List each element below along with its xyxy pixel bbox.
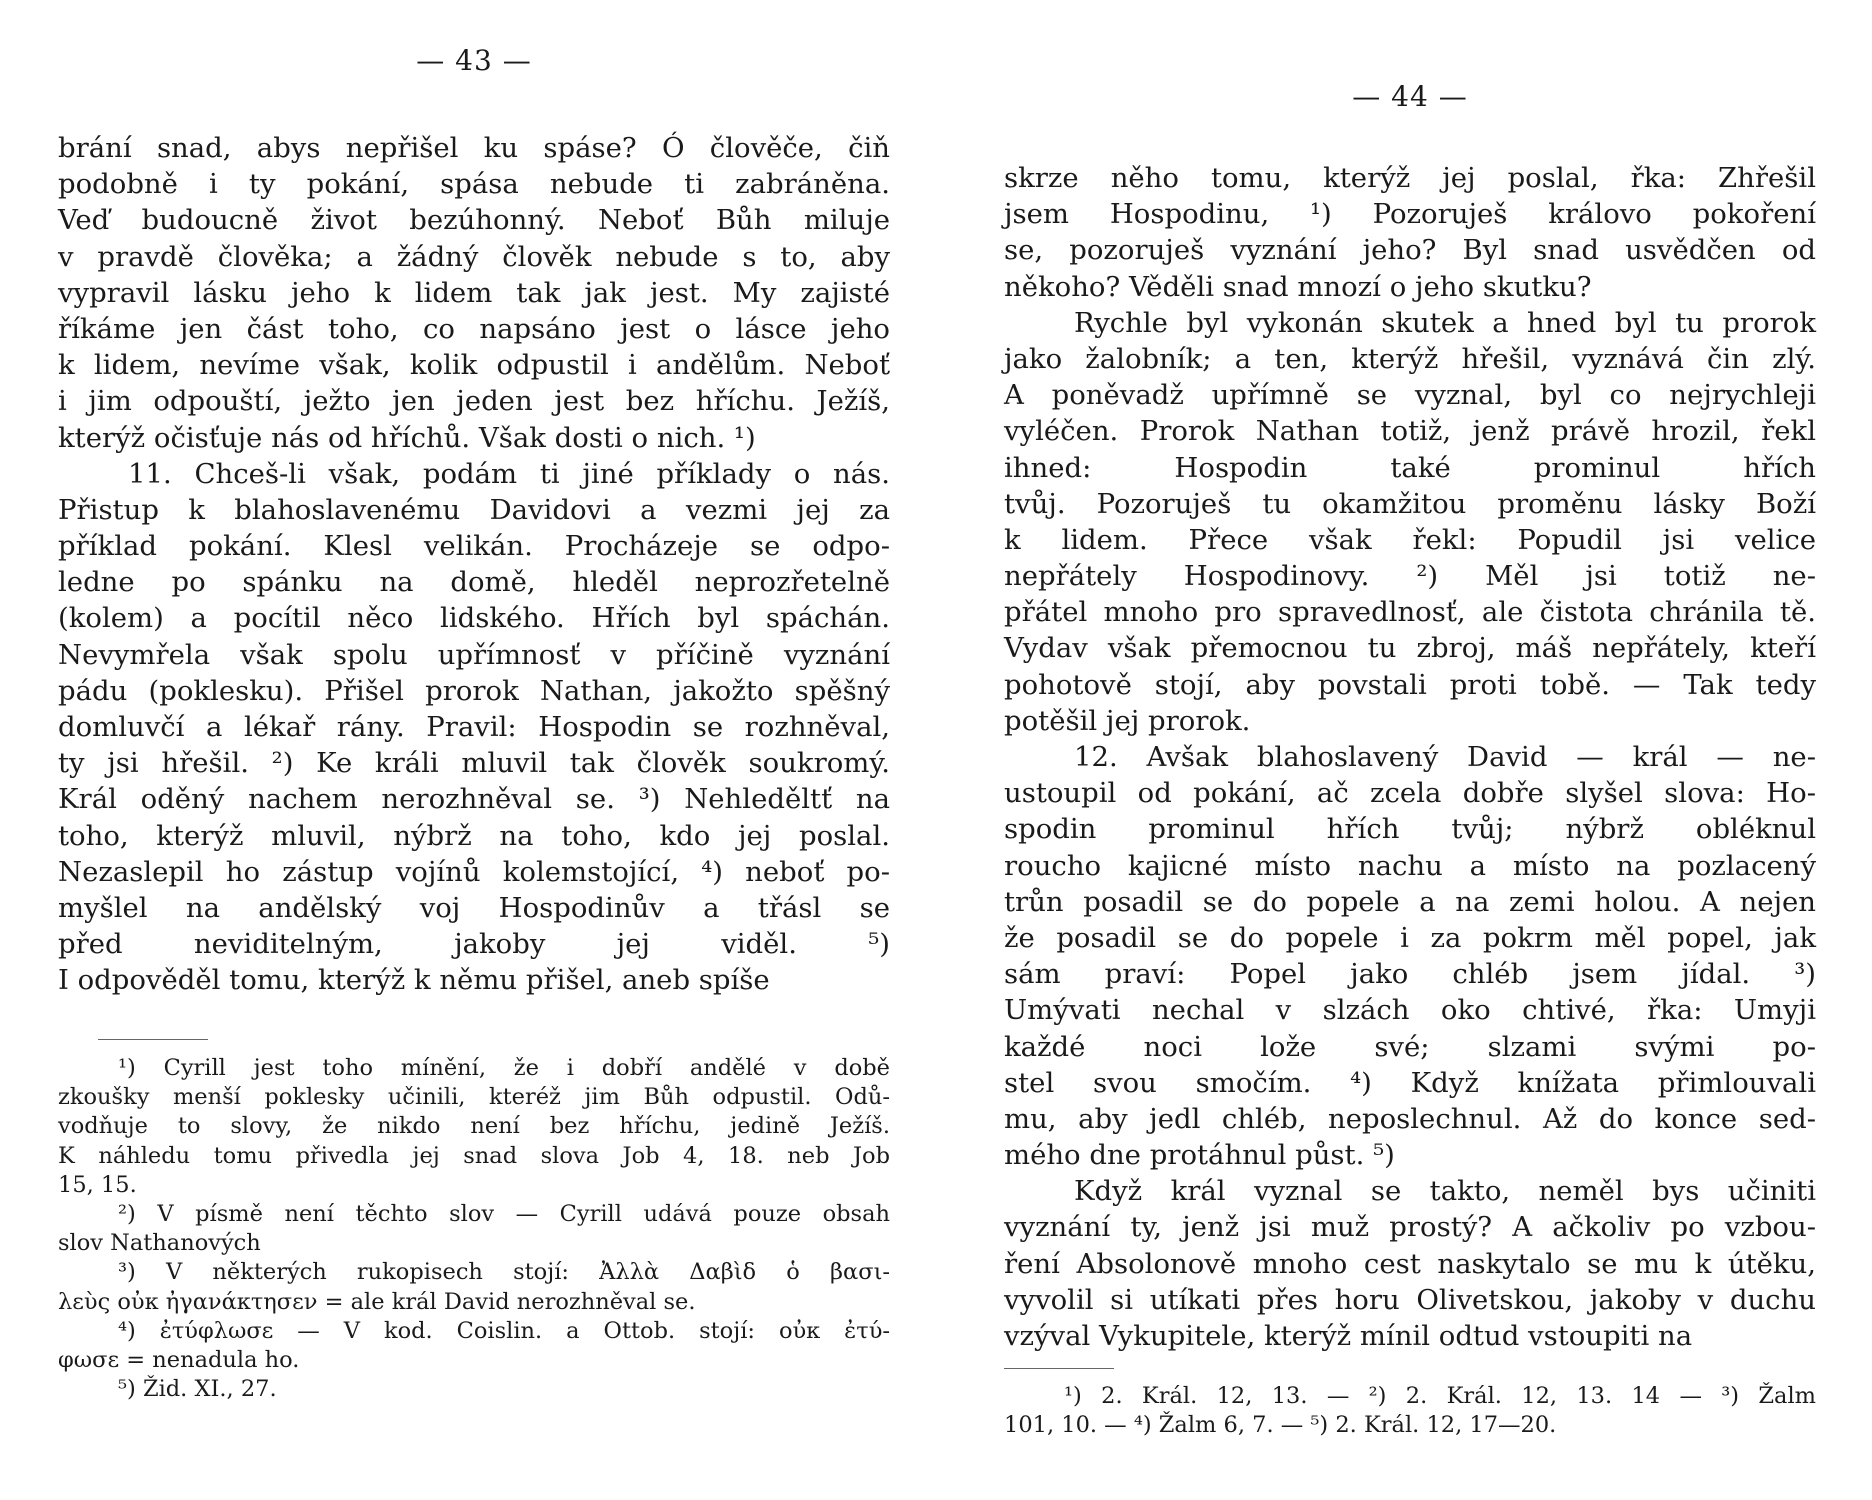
text-line: pádu (poklesku). Přišel prorok Nathan, jakožto spěšný	[58, 674, 890, 707]
text-line: k lidem. Přece však řekl: Popudil jsi velice	[1004, 523, 1816, 556]
footnote-line: K náhledu tomu přivedla jej snad slova Job 4, 18. neb Job	[58, 1142, 890, 1169]
text-line: kterýž očisťuje nás od hříchů. Však dosti o nich. ¹)	[58, 421, 756, 454]
text-line: vypravil lásku jeho k lidem tak jak jest. My zajisté	[58, 276, 890, 309]
text-line: skrze něho tomu, kterýž jej poslal, řka: Zhřešil	[1004, 162, 1816, 194]
text-line: jako žalobník; a ten, kterýž hřešil, vyznává čin zlý.	[1004, 342, 1816, 375]
text-line: mého dne protáhnul půst. ⁵)	[1004, 1139, 1395, 1172]
text-line: Nezaslepil ho zástup vojínů kolemstojící, ⁴) neboť po-	[58, 855, 890, 888]
text-line: Rychle byl vykonán skutek a hned byl tu prorok	[1074, 306, 1816, 339]
text-line: vyléčen. Prorok Nathan totiž, jenž právě hrozil, řekl	[1004, 415, 1816, 448]
text-line: Nevymřela však spolu upřímnosť v příčině vyznání	[58, 638, 890, 671]
text-line: někoho? Věděli snad mnozí o jeho skutku?	[1004, 270, 1592, 303]
text-line: Vydav však přemocnou tu zbroj, máš nepřátely, kteří	[1004, 632, 1816, 665]
text-line: i jim odpouští, ježto jen jeden jest bez hříchu. Ježíš,	[58, 385, 890, 418]
text-line: Přistup k blahoslavenému Davidovi a vezmi jej za	[58, 493, 890, 526]
text-line: ledne po spánku na domě, hleděl neprozřetelně	[58, 566, 890, 599]
footnote-line: φωσε = nenadula ho.	[58, 1346, 300, 1373]
text-line: Když král vyznal se takto, neměl bys učiniti	[1074, 1175, 1816, 1208]
footnote-line: ¹) 2. Král. 12, 13. — ²) 2. Král. 12, 13. 14 — ³) Žalm	[1064, 1383, 1816, 1409]
text-line: tvůj. Pozoruješ tu okamžitou proměnu lásky Boží	[1004, 487, 1816, 520]
footnotes	[1004, 1382, 1816, 1440]
text-line: přátel mnoho pro spravedlnosť, ale čistota chránila tě.	[1004, 596, 1816, 629]
text-line: Král oděný nachem nerozhněval se. ³) Nehleděltť na	[58, 783, 890, 816]
footnote-separator	[1004, 1368, 1114, 1369]
page-number: — 43 —	[416, 44, 532, 77]
text-line: spodin prominul hřích tvůj; nýbrž obléknul	[1004, 813, 1816, 846]
footnotes	[58, 1054, 890, 1404]
footnote-line: ⁴) ἐτύφλωσε — V kod. Coislin. a Ottob. stojí: οὐκ ἐτύ-	[118, 1317, 890, 1344]
text-line: že posadil se do popele i za pokrm měl popel, jak	[1004, 921, 1816, 954]
footnote-line: ³) V některých rukopisech stojí: Ἀλλὰ Δαβὶδ ὁ βασι-	[118, 1259, 890, 1286]
footnote-line: ²) V písmě není těchto slov — Cyrill udává pouze obsah	[118, 1200, 890, 1227]
body-text	[1004, 160, 1816, 1354]
footnote-line: vodňuje to slovy, že nikdo není bez hříchu, jedině Ježíš.	[58, 1113, 890, 1140]
text-line: Umývati nechal v slzách oko chtivé, řka: Umyji	[1004, 994, 1816, 1027]
text-line: Veď budoucně život bezúhonný. Neboť Bůh miluje	[58, 204, 890, 237]
footnote-line: ⁵) Žid. XI., 27.	[118, 1376, 277, 1403]
text-line: roucho kajicné místo nachu a místo na pozlacený	[1004, 849, 1816, 882]
text-line: sám praví: Popel jako chléb jsem jídal. ³)	[1004, 958, 1816, 991]
text-line: každé noci lože své; slzami svými po-	[1004, 1030, 1816, 1063]
text-line: (kolem) a pocítil něco lidského. Hřích byl spáchán.	[58, 602, 890, 635]
text-line: 12. Avšak blahoslavený David — král — ne-	[1074, 741, 1816, 773]
text-line: pohotově stojí, aby povstali proti tobě. — Tak tedy	[1004, 668, 1816, 701]
body-text	[58, 130, 890, 999]
text-line: ustoupil od pokání, ač zcela dobře slyšel slova: Ho-	[1004, 777, 1816, 810]
text-line: v pravdě člověka; a žádný člověk nebude s to, aby	[58, 240, 890, 273]
text-line: před neviditelným, jakoby jej viděl. ⁵)	[58, 928, 890, 961]
text-line: se, pozoruješ vyznání jeho? Byl snad usvědčen od	[1004, 234, 1816, 267]
page-number: — 44 —	[1352, 80, 1468, 113]
text-line: ření Absolonově mnoho cest naskytalo se mu k útěku,	[1004, 1247, 1816, 1280]
text-line: k lidem, nevíme však, kolik odpustil i andělům. Neboť	[58, 349, 890, 382]
text-line: toho, kterýž mluvil, nýbrž na toho, kdo jej poslal.	[58, 819, 890, 852]
text-line: potěšil jej prorok.	[1004, 704, 1251, 737]
text-line: brání snad, abys nepřišel ku spáse? Ó člověče, čiň	[58, 132, 890, 164]
text-line: příklad pokání. Klesl velikán. Procházeje se odpo-	[58, 530, 890, 563]
footnote-line: ¹) Cyrill jest toho mínění, že i dobří andělé v době	[118, 1055, 890, 1081]
text-line: vzýval Vykupitele, kterýž mínil odtud vstoupiti na	[1004, 1320, 1693, 1352]
text-line: domluvčí a lékař rány. Pravil: Hospodin se rozhněval,	[58, 711, 890, 743]
footnote-line: λεὺς οὐκ ἠγανάκτησεν = ale král David nerozhněval se.	[58, 1288, 696, 1315]
footnote-line: slov Nathanových	[58, 1230, 261, 1257]
footnote-line: 101, 10. — ⁴) Žalm 6, 7. — ⁵) 2. Král. 12, 17—20.	[1004, 1412, 1557, 1439]
text-line: 11. Chceš-li však, podám ti jiné příklady o nás.	[128, 457, 890, 490]
footnote-line: 15, 15.	[58, 1171, 137, 1198]
text-line: A poněvadž upřímně se vyznal, byl co nejrychleji	[1004, 379, 1816, 412]
footnote-separator	[98, 1039, 208, 1040]
text-line: jsem Hospodinu, ¹) Pozoruješ královo pokoření	[1004, 198, 1816, 231]
text-line: vyznání ty, jenž jsi muž prostý? A ačkoliv po vzbou-	[1004, 1211, 1816, 1244]
text-line: podobně i ty pokání, spása nebude ti zabráněna.	[58, 168, 890, 201]
footnote-line: zkoušky menší poklesky učinili, kteréž jim Bůh odpustil. Odů-	[58, 1084, 890, 1111]
text-line: I odpověděl tomu, kterýž k němu přišel, aneb spíše	[58, 964, 770, 997]
text-line: ihned: Hospodin také prominul hřích	[1004, 451, 1816, 484]
text-line: nepřátely Hospodinovy. ²) Měl jsi totiž ne-	[1004, 560, 1816, 593]
text-line: trůn posadil se do popele a na zemi holou. A nejen	[1004, 885, 1816, 918]
text-line: mu, aby jedl chléb, neposlechnul. Až do konce sed-	[1004, 1102, 1816, 1135]
text-line: říkáme jen část toho, co napsáno jest o lásce jeho	[58, 312, 890, 345]
text-line: vyvolil si utíkati přes horu Olivetskou, jakoby v duchu	[1004, 1283, 1816, 1316]
text-line: stel svou smočím. ⁴) Když knížata přimlouvali	[1004, 1066, 1816, 1099]
text-line: myšlel na andělský voj Hospodinův a třásl se	[58, 891, 890, 924]
text-line: ty jsi hřešil. ²) Ke králi mluvil tak člověk soukromý.	[58, 747, 890, 780]
